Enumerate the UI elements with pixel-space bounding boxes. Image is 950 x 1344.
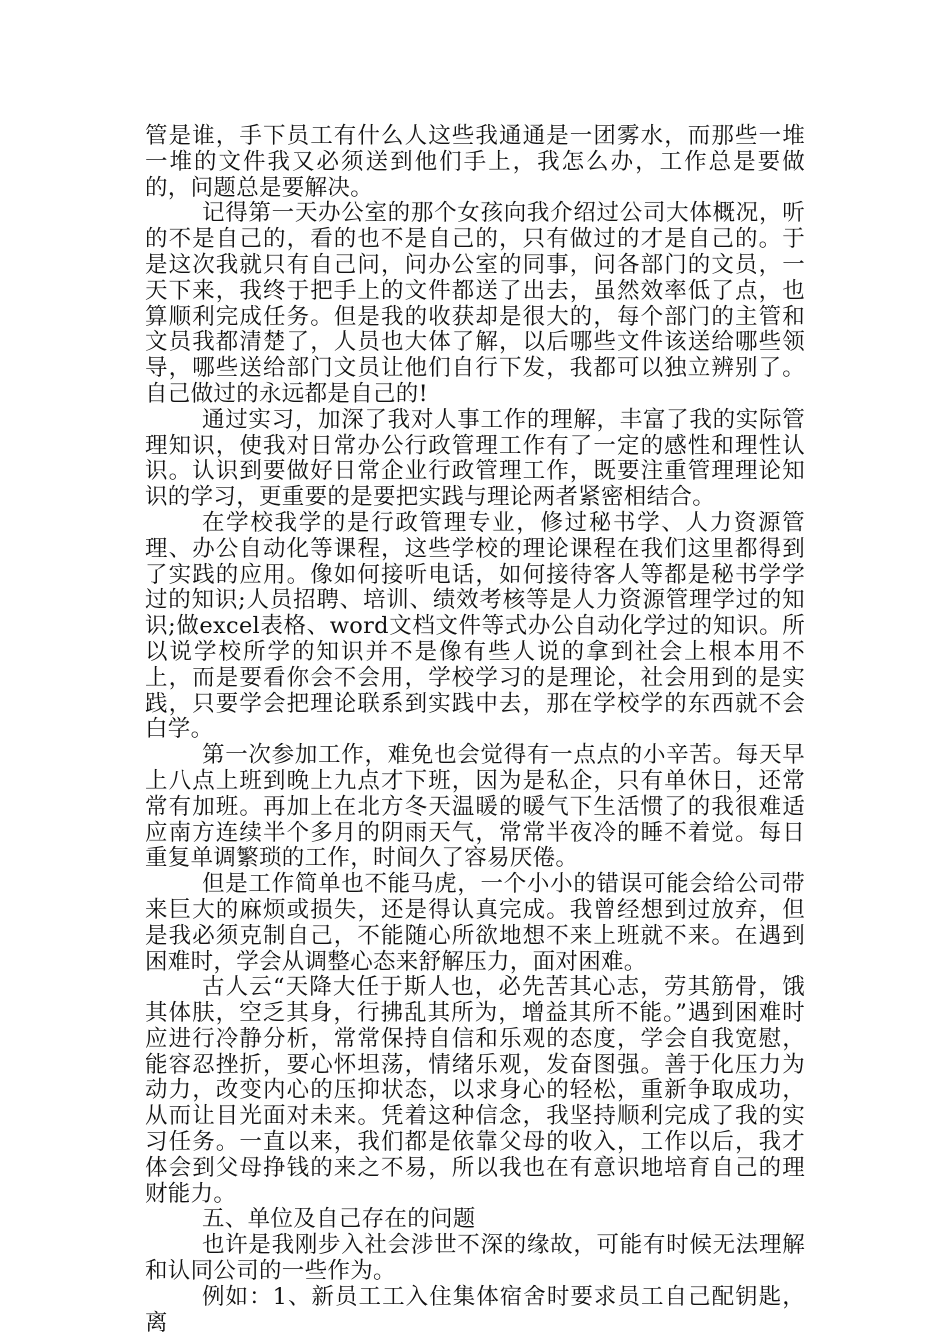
paragraph-first-job-hardship: 第一次参加工作，难免也会觉得有一点点的小辛苦。每天早上八点上班到晚上九点才下班，因为是私企，只有单休日，还常常有加班。再加上在北方冬天温暖的暖气下生活惯了的我很难适应南方连续半个多月的阴雨天气，常常半夜冷的睡不着觉。每日重复单调繁琐的工作，时间久了容易厌倦。	[145, 742, 805, 872]
paragraph-example: 例如：1、新员工工入住集体宿舍时要求员工自己配钥匙，离	[145, 1283, 805, 1336]
paragraph-careful-work: 但是工作简单也不能马虎，一个小小的错误可能会给公司带来巨大的麻烦或损失，还是得认真完成。我曾经想到过放弃，但是我必须克制自己，不能随心所欲地想不来上班就不来。在遇到困难时，学会从调整心态来舒解压力，面对困难。	[145, 871, 805, 975]
document-body	[145, 124, 805, 1336]
section-heading-problems: 五、单位及自己存在的问题	[202, 1206, 476, 1233]
paragraph-continuation: 管是谁，手下员工有什么人这些我通通是一团雾水，而那些一堆一堆的文件我又必须送到他们手上，我怎么办，工作总是要做的，问题总是要解决。	[145, 123, 805, 201]
paragraph-internship-gains: 通过实习，加深了我对人事工作的理解，丰富了我的实际管理知识，使我对日常办公行政管理工作有了一定的感性和理性认识。认识到要做好日常企业行政管理工作，既要注重管理理论知识的学习，更重要的是要把实践与理论两者紧密相结合。	[145, 406, 805, 511]
paragraph-school-learning: 在学校我学的是行政管理专业，修过秘书学、人力资源管理、办公自动化等课程，这些学校的理论课程在我们这里都得到了实践的应用。像如何接听电话，如何接待客人等都是秘书学学过的知识;人员招聘、培训、绩效考核等是人力资源管理学过的知识;做excel表格、word文档文件等式办公自动化学过的知识。所以说学校所学的知识并不是像有些人说的拿到社会上根本用不上，而是要看你会不会用，学校学习的是理论，社会用到的是实践，只要学会把理论联系到实践中去，那在学校学的东西就不会白学。	[145, 509, 805, 743]
paragraph-first-day: 记得第一天办公室的那个女孩向我介绍过公司大体概况，听的不是自己的，看的也不是自己的，只有做过的才是自己的。于是这次我就只有自己问，问办公室的同事，问各部门的文员，一天下来，我终于把手上的文件都送了出去，虽然效率低了点，也算顺利完成任务。但是我的收获却是很大的，每个部门的主管和文员我都清楚了，人员也大体了解，以后哪些文件该送给哪些领导，哪些送给部门文员让他们自行下发，我都可以独立辨别了。自己做过的永远都是自己的!	[145, 200, 805, 407]
paragraph-understanding: 也许是我刚步入社会涉世不深的缘故，可能有时候无法理解和认同公司的一些作为。	[145, 1232, 805, 1285]
paragraph-ancient-saying: 古人云“天降大任于斯人也，必先苦其心志，劳其筋骨，饿其体肤，空乏其身，行拂乱其所为，增益其所不能。”遇到困难时应进行冷静分析，常常保持自信和乐观的态度，学会自我宽慰，能容忍挫折，要心怀坦荡，情绪乐观，发奋图强。善于化压力为动力，改变内心的压抑状态，以求身心的轻松，重新争取成功，从而让目光面对未来。凭着这种信念，我坚持顺利完成了我的实习任务。一直以来，我们都是依靠父母的收入，工作以后，我才体会到父母挣钱的来之不易，所以我也在有意识地培育自己的理财能力。	[145, 974, 805, 1207]
